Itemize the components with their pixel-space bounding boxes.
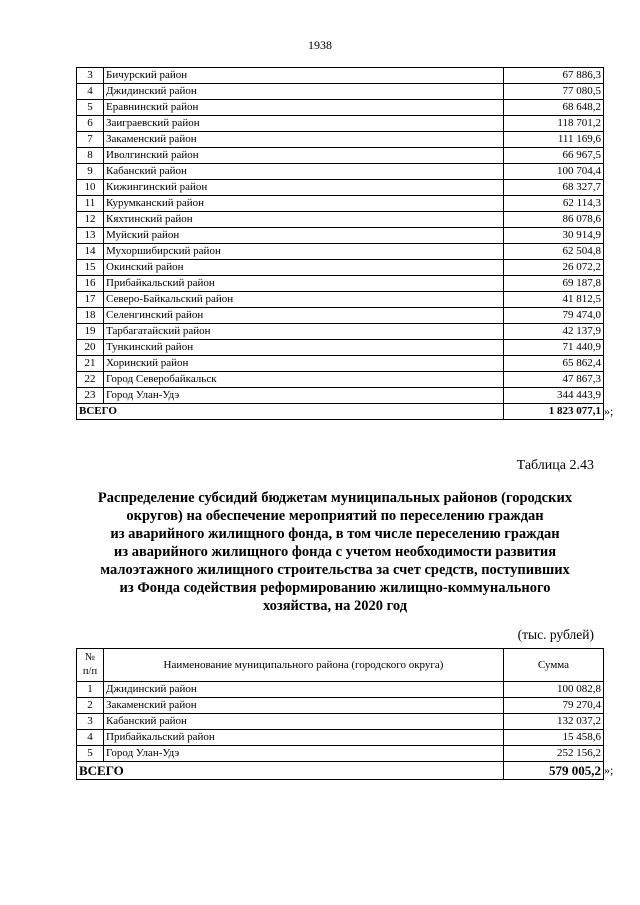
subsidy-amount: 79 270,4 xyxy=(504,698,604,714)
subsidy-amount: 77 080,5 xyxy=(504,84,604,100)
subsidy-amount: 26 072,2 xyxy=(504,260,604,276)
district-name: Кабанский район xyxy=(104,714,504,730)
row-number: 9 xyxy=(77,164,104,180)
total-label: ВСЕГО xyxy=(77,762,504,780)
page-number: 1938 xyxy=(308,38,332,52)
table-row xyxy=(77,244,604,260)
subsidy-amount: 100 704,4 xyxy=(504,164,604,180)
district-name: Закаменский район xyxy=(104,132,504,148)
subsidy-amount: 15 458,6 xyxy=(504,730,604,746)
total-row xyxy=(77,762,604,780)
district-name: Тарбагатайский район xyxy=(104,324,504,340)
row-number: 5 xyxy=(77,100,104,116)
district-name: Иволгинский район xyxy=(104,148,504,164)
total-row xyxy=(77,404,604,420)
closing-quote: »; xyxy=(604,404,614,418)
table-row xyxy=(77,212,604,228)
heading-line: округов) на обеспечение мероприятий по переселению граждан xyxy=(126,508,544,524)
header-sum: Сумма xyxy=(504,649,604,682)
table-row xyxy=(77,196,604,212)
row-number: 4 xyxy=(77,84,104,100)
district-name: Прибайкальский район xyxy=(104,730,504,746)
header-number-abbr: п/п xyxy=(82,666,98,677)
district-name: Селенгинский район xyxy=(104,308,504,324)
district-name: Закаменский район xyxy=(104,698,504,714)
table-row xyxy=(77,292,604,308)
subsidy-amount: 100 082,8 xyxy=(504,682,604,698)
district-name: Северо-Байкальский район xyxy=(104,292,504,308)
row-number: 12 xyxy=(77,212,104,228)
subsidy-amount: 252 156,2 xyxy=(504,746,604,762)
district-name: Город Северобайкальск xyxy=(104,372,504,388)
table-row xyxy=(77,116,604,132)
subsidy-amount: 66 967,5 xyxy=(504,148,604,164)
table-row xyxy=(77,698,604,714)
table-row xyxy=(77,260,604,276)
subsidy-amount: 62 114,3 xyxy=(504,196,604,212)
row-number: 19 xyxy=(77,324,104,340)
row-number: 5 xyxy=(77,746,104,762)
table-heading xyxy=(76,489,594,615)
table-row xyxy=(77,324,604,340)
row-number: 8 xyxy=(77,148,104,164)
district-name: Муйский район xyxy=(104,228,504,244)
header-number xyxy=(77,649,104,682)
row-number: 22 xyxy=(77,372,104,388)
table-row xyxy=(77,372,604,388)
subsidy-amount: 30 914,9 xyxy=(504,228,604,244)
district-name: Прибайкальский район xyxy=(104,276,504,292)
district-name: Окинский район xyxy=(104,260,504,276)
subsidy-amount: 344 443,9 xyxy=(504,388,604,404)
heading-line: из аварийного жилищного фонда с учетом необходимости развития xyxy=(113,544,557,560)
total-value: 579 005,2 xyxy=(549,763,601,778)
row-number: 13 xyxy=(77,228,104,244)
header-number-sign: № xyxy=(84,652,96,663)
table-row xyxy=(77,180,604,196)
row-number: 15 xyxy=(77,260,104,276)
district-name: Заиграевский район xyxy=(104,116,504,132)
subsidy-amount: 68 327,7 xyxy=(504,180,604,196)
subsidy-amount: 42 137,9 xyxy=(504,324,604,340)
district-name: Хоринский район xyxy=(104,356,504,372)
district-name: Бичурский район xyxy=(104,68,504,84)
heading-line: малоэтажного жилищного строительства за счет средств, поступивших xyxy=(100,562,570,578)
subsidy-amount: 47 867,3 xyxy=(504,372,604,388)
table-row xyxy=(77,746,604,762)
table-row xyxy=(77,100,604,116)
row-number: 17 xyxy=(77,292,104,308)
table-row xyxy=(77,84,604,100)
subsidy-amount: 62 504,8 xyxy=(504,244,604,260)
table-row xyxy=(77,228,604,244)
district-name: Город Улан-Удэ xyxy=(104,746,504,762)
closing-quote: »; xyxy=(604,763,614,777)
table-row xyxy=(77,164,604,180)
total-label: ВСЕГО xyxy=(77,404,504,420)
row-number: 7 xyxy=(77,132,104,148)
district-name: Джидинский район xyxy=(104,682,504,698)
row-number: 2 xyxy=(77,698,104,714)
subsidy-amount: 68 648,2 xyxy=(504,100,604,116)
header-name: Наименование муниципального района (городского округа) xyxy=(104,649,504,682)
table-row xyxy=(77,730,604,746)
subsidy-amount: 41 812,5 xyxy=(504,292,604,308)
row-number: 3 xyxy=(77,68,104,84)
subsidy-amount: 132 037,2 xyxy=(504,714,604,730)
subsidy-amount: 71 440,9 xyxy=(504,340,604,356)
district-name: Джидинский район xyxy=(104,84,504,100)
table-row xyxy=(77,340,604,356)
row-number: 14 xyxy=(77,244,104,260)
table-row xyxy=(77,148,604,164)
row-number: 4 xyxy=(77,730,104,746)
subsidy-table-2020 xyxy=(76,648,614,780)
table-row xyxy=(77,308,604,324)
table-row xyxy=(77,714,604,730)
total-value: 1 823 077,1 xyxy=(548,405,601,417)
header-row xyxy=(77,649,604,682)
row-number: 10 xyxy=(77,180,104,196)
row-number: 6 xyxy=(77,116,104,132)
district-name: Мухоршибирский район xyxy=(104,244,504,260)
district-name: Курумканский район xyxy=(104,196,504,212)
district-name: Тункинский район xyxy=(104,340,504,356)
district-name: Кяхтинский район xyxy=(104,212,504,228)
row-number: 20 xyxy=(77,340,104,356)
row-number: 11 xyxy=(77,196,104,212)
subsidy-amount: 69 187,8 xyxy=(504,276,604,292)
row-number: 3 xyxy=(77,714,104,730)
table-row xyxy=(77,682,604,698)
total-value-cell xyxy=(504,404,614,420)
heading-line: хозяйства, на 2020 год xyxy=(262,598,408,614)
district-name: Город Улан-Удэ xyxy=(104,388,504,404)
row-number: 21 xyxy=(77,356,104,372)
row-number: 1 xyxy=(77,682,104,698)
subsidy-amount: 65 862,4 xyxy=(504,356,604,372)
table-row xyxy=(77,132,604,148)
subsidy-table-continued xyxy=(76,67,614,420)
subsidy-amount: 118 701,2 xyxy=(504,116,604,132)
table-row xyxy=(77,276,604,292)
heading-line: из Фонда содействия реформированию жилищно-коммунального xyxy=(119,580,551,596)
table-row xyxy=(77,68,604,84)
heading-line: Распределение субсидий бюджетам муниципальных районов (городских xyxy=(97,490,573,506)
subsidy-amount: 79 474,0 xyxy=(504,308,604,324)
district-name: Кижингинский район xyxy=(104,180,504,196)
row-number: 18 xyxy=(77,308,104,324)
district-name: Еравнинский район xyxy=(104,100,504,116)
row-number: 16 xyxy=(77,276,104,292)
subsidy-amount: 67 886,3 xyxy=(504,68,604,84)
total-value-cell xyxy=(504,762,614,780)
subsidy-amount: 111 169,6 xyxy=(504,132,604,148)
table-row xyxy=(77,388,604,404)
table-row xyxy=(77,356,604,372)
table-label: Таблица 2.43 xyxy=(516,458,594,473)
heading-line: из аварийного жилищного фонда, в том числе переселению граждан xyxy=(110,526,560,542)
row-number: 23 xyxy=(77,388,104,404)
unit-label: (тыс. рублей) xyxy=(517,627,594,642)
district-name: Кабанский район xyxy=(104,164,504,180)
subsidy-amount: 86 078,6 xyxy=(504,212,604,228)
